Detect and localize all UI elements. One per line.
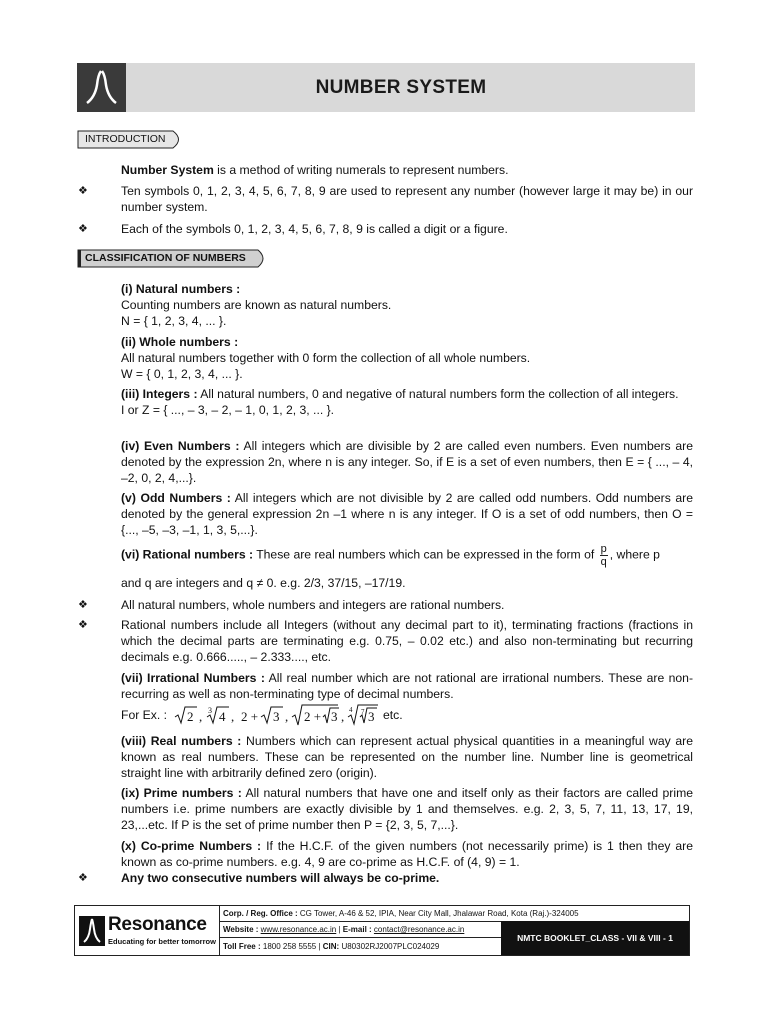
irrational-numbers	[121, 670, 693, 702]
text: All real number which are not rational are irrational numbers. These are non-recurring as well as non-terminating type of decimal numbers.	[121, 671, 694, 702]
heading: (vi) Rational numbers :	[121, 547, 254, 562]
svg-text:2 +: 2 +	[304, 709, 322, 724]
section-tag-classification	[77, 249, 269, 268]
brand-name: Resonance	[108, 914, 207, 935]
value: CG Tower, A-46 & 52, IPIA, Near City Mall, Jhalawar Road, Kota (Raj.)-324005	[297, 909, 579, 918]
page-header	[77, 63, 695, 112]
svg-text:2 +: 2 +	[241, 709, 259, 724]
text: I or Z = { ..., – 3, – 2, – 1, 0, 1, 2, 3, ... }.	[121, 403, 335, 418]
label: CIN:	[322, 942, 340, 951]
numerator: p	[600, 543, 607, 555]
heading: (vii) Irrational Numbers :	[121, 671, 265, 685]
text: If the H.C.F. of the given numbers (not necessarily prime) is 1 then they are known as co-prime numbers. e.g. 4, 9 are co-prime as H.C.F. of (4, 9) = 1.	[121, 839, 694, 870]
odd-numbers	[121, 490, 693, 539]
rational-bullet-1: All natural numbers, whole numbers and integers are rational numbers.	[121, 598, 505, 612]
rational-numbers	[121, 543, 693, 568]
website-link[interactable]: www.resonance.ac.in	[260, 925, 337, 934]
coprime-bullet: Any two consecutive numbers will always be co-prime.	[121, 871, 440, 885]
heading: (v) Odd Numbers :	[121, 491, 231, 505]
text: Counting numbers are known as natural numbers.	[121, 298, 392, 313]
footer-toll-row: Toll Free : 1800 258 5555 | CIN: U80302RJ2007PLC024029	[223, 942, 440, 951]
rational-line-2: and q are integers and q ≠ 0. e.g. 2/3, 37/15, –17/19.	[121, 576, 406, 590]
text: , where p	[609, 547, 660, 562]
svg-text:4: 4	[349, 706, 353, 714]
resonance-logo	[75, 906, 220, 955]
section-title: INTRODUCTION	[85, 133, 166, 145]
value: U80302RJ2007PLC024029	[339, 942, 440, 951]
text: Numbers which can represent actual physical quantities in a meaningful way are known as real numbers. These can be represented on the number line. Number line is geometrical straight line with arbitrarily defined zero (origin).	[121, 734, 693, 781]
heading: (iv) Even Numbers :	[121, 439, 240, 453]
bullet-icon: ❖	[78, 619, 88, 631]
heading: (viii) Real numbers :	[121, 734, 242, 748]
svg-text:3: 3	[368, 709, 375, 724]
booklet-label: NMTC BOOKLET_CLASS - VII & VIII - 1	[501, 921, 689, 955]
section-title: CLASSIFICATION OF NUMBERS	[85, 252, 246, 264]
term: Number System	[121, 163, 214, 177]
text: is a method of writing numerals to represent numbers.	[213, 163, 509, 177]
heading: (ii) Whole numbers :	[121, 335, 239, 349]
bullet-icon: ❖	[78, 185, 88, 197]
email-link[interactable]: contact@resonance.ac.in	[373, 925, 465, 934]
svg-text:,: ,	[285, 709, 289, 724]
examples-etc: etc.	[383, 708, 403, 722]
bullet-icon: ❖	[78, 872, 88, 884]
text: W = { 0, 1, 2, 3, 4, ... }.	[121, 367, 243, 382]
svg-text:,: ,	[199, 709, 203, 724]
text: All natural numbers that have one and itself only as their factors are called prime numbers i.e. prime numbers are exactly divisible by 1 and themselves. e.g. 2, 3, 5, 7, 11, 13, 17, 19, 23,...etc. If P is the set of prime number then P = {2, 3, 5, 7,...}.	[121, 786, 693, 833]
page-footer	[74, 905, 690, 956]
real-numbers	[121, 733, 693, 782]
heading: (x) Co-prime Numbers :	[121, 839, 262, 853]
svg-text:2: 2	[187, 709, 194, 724]
coprime-numbers	[121, 838, 693, 870]
irrational-example-expressions	[173, 703, 403, 727]
text: All integers which are divisible by 2 are called even numbers. Even numbers are denoted by the expression 2n, where n is any integer. So, if E is a set of even numbers, then E = { ..., – 4, –2, 0, 2, 4,...}.	[121, 439, 693, 486]
label: Toll Free :	[223, 942, 261, 951]
intro-bullet-1: Ten symbols 0, 1, 2, 3, 4, 5, 6, 7, 8, 9 are used to represent any number (however large it may be) in our number system.	[121, 184, 693, 215]
text: All integers which are not divisible by 2 are called odd numbers. Odd numbers are denoted by the general expression 2n –1 where n is any integer. If O is a set of odd numbers, then O = {..., –5, –3, –1, 1, 3, 5,...}.	[121, 491, 693, 538]
label: Corp. / Reg. Office :	[223, 909, 298, 918]
rational-bullet-2: Rational numbers include all Integers (without any decimal part to it), terminating fractions (fractions in which the decimal parts are terminating e.g. 0.75, – 0.02 etc.) and also non-terminating but recurring decimals e.g. 0.666....., – 2.333...., etc.	[121, 618, 693, 665]
svg-text:3: 3	[273, 709, 280, 724]
text: These are real numbers which can be expressed in the form of	[253, 547, 595, 562]
footer-booklet	[501, 906, 689, 955]
svg-text:,: ,	[341, 709, 345, 724]
irrational-examples	[121, 703, 421, 727]
value: 1800 258 5555	[260, 942, 317, 951]
heading: (ix) Prime numbers :	[121, 786, 242, 800]
resonance-logo-icon	[79, 916, 105, 946]
text: All natural numbers together with 0 form the collection of all whole numbers.	[121, 351, 531, 366]
even-numbers	[121, 438, 693, 487]
prime-numbers	[121, 785, 693, 834]
svg-text:,: ,	[231, 709, 235, 724]
label: Website :	[223, 925, 259, 934]
footer-contact	[220, 906, 579, 955]
natural-numbers	[121, 281, 693, 330]
intro-paragraph	[121, 162, 693, 178]
bullet-icon: ❖	[78, 223, 88, 235]
whole-numbers	[121, 334, 693, 383]
denominator: q	[600, 556, 607, 568]
fraction-p-over-q	[600, 543, 608, 568]
footer-office-row	[220, 906, 579, 922]
svg-text:3: 3	[331, 709, 338, 724]
integers	[121, 386, 693, 418]
footer-web-row: Website : www.resonance.ac.in | E-mail : contact@resonance.ac.in	[220, 922, 501, 938]
heading: (i) Natural numbers :	[121, 282, 241, 296]
text: All natural numbers, 0 and negative of natural numbers form the collection of all integers.	[197, 387, 679, 401]
page-title: NUMBER SYSTEM	[315, 77, 487, 98]
label: E-mail :	[342, 925, 372, 934]
svg-text:3: 3	[208, 706, 212, 715]
brand-tagline: Educating for better tomorrow	[108, 937, 216, 946]
heading: (iii) Integers :	[121, 387, 198, 401]
section-tag-introduction	[77, 130, 185, 149]
examples-label: For Ex. :	[121, 708, 168, 722]
intro-bullet-2: Each of the symbols 0, 1, 2, 3, 4, 5, 6, 7, 8, 9 is called a digit or a figure.	[121, 222, 508, 236]
bullet-icon: ❖	[78, 599, 88, 611]
svg-text:4: 4	[219, 709, 226, 724]
svg-text:7: 7	[361, 708, 365, 716]
text: N = { 1, 2, 3, 4, ... }.	[121, 314, 227, 329]
